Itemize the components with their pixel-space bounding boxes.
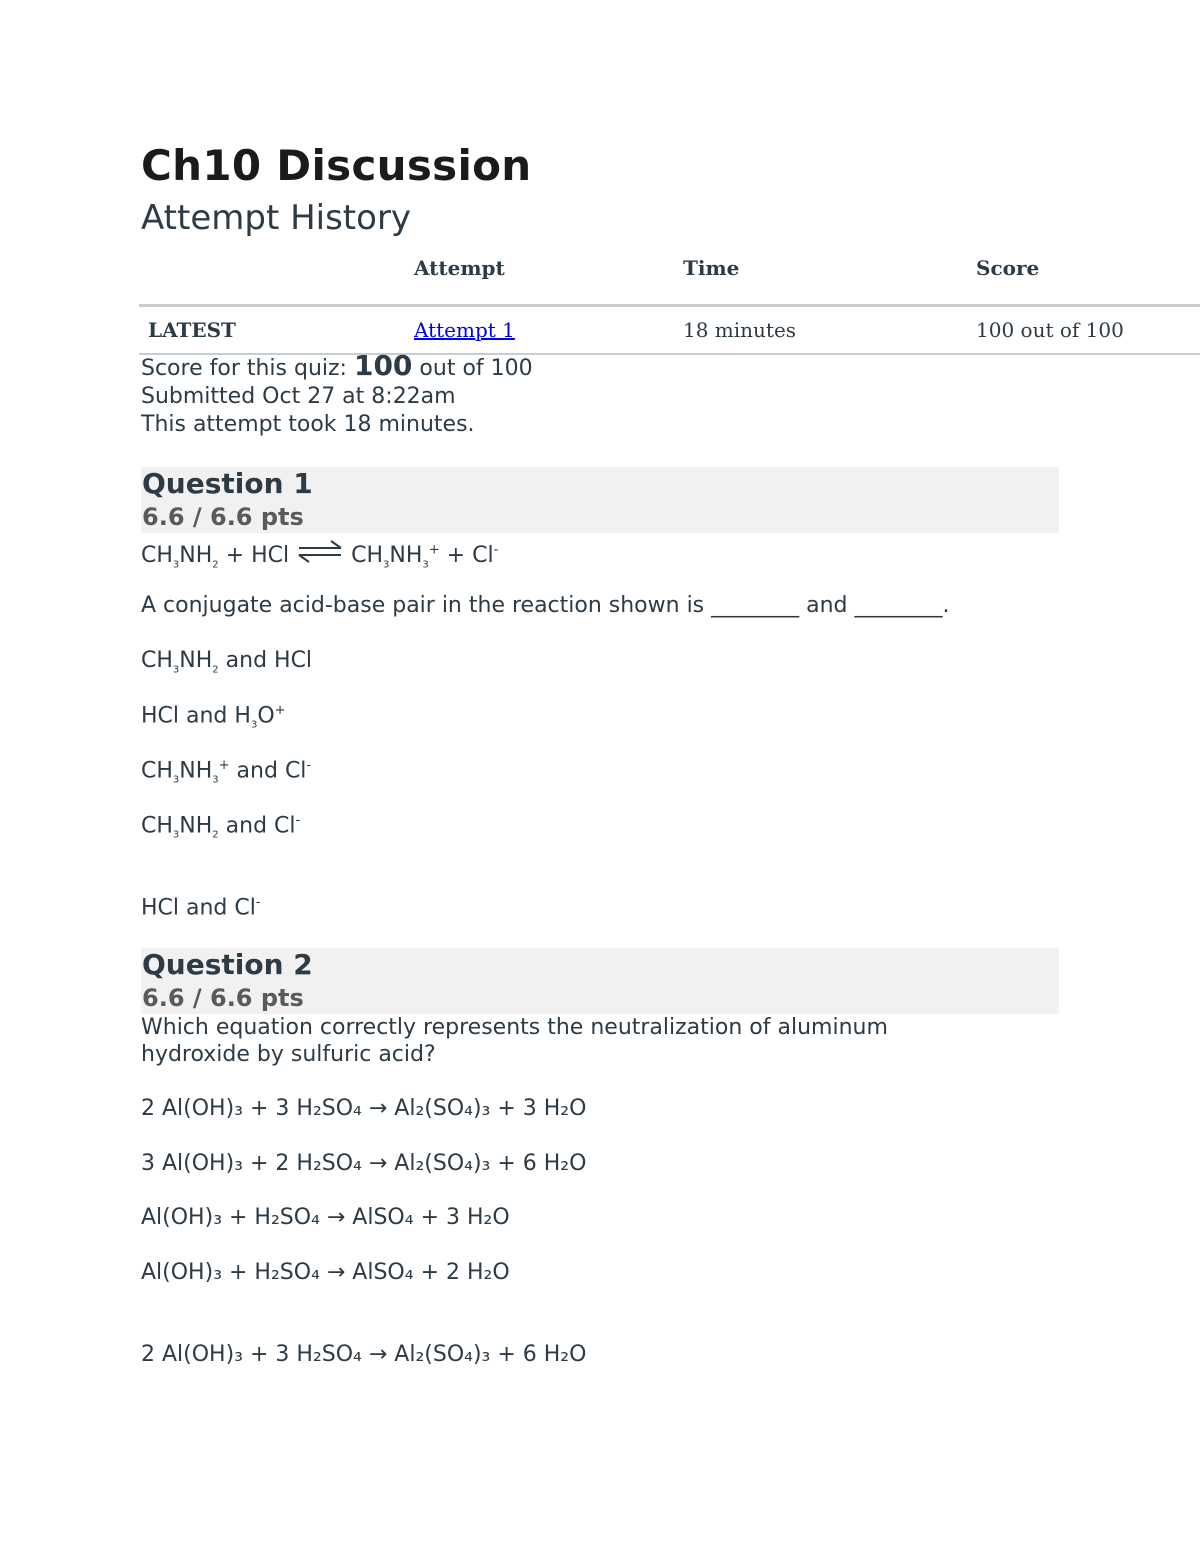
superscript: + bbox=[274, 703, 286, 718]
reaction-text: NH bbox=[179, 543, 213, 568]
subscript: 3 bbox=[172, 829, 180, 841]
superscript: + bbox=[218, 758, 230, 773]
question-1-points: 6.6 / 6.6 pts bbox=[142, 503, 304, 531]
reaction-text: CH bbox=[141, 543, 173, 568]
option-text: CH bbox=[141, 758, 173, 784]
reaction-text: NH bbox=[389, 543, 423, 568]
reaction-text: + Cl bbox=[439, 543, 494, 568]
quiz-score bbox=[141, 349, 533, 383]
score-prefix: Score for this quiz: bbox=[141, 356, 354, 381]
q2-option-2[interactable]: 3 Al(OH)₃ + 2 H₂SO₄ → Al₂(SO₄)₃ + 6 H₂O bbox=[141, 1151, 587, 1176]
subscript: 3 bbox=[250, 719, 258, 731]
attempt-history-table bbox=[139, 248, 1200, 355]
score-value: 100 bbox=[353, 349, 413, 382]
page-title: Ch10 Discussion bbox=[141, 141, 532, 190]
subscript: 3 bbox=[172, 774, 180, 786]
superscript: - bbox=[306, 758, 312, 773]
score-cell: 100 out of 100 bbox=[976, 306, 1200, 355]
question-1-prompt: A conjugate acid-base pair in the reaction shown is ________ and ________. bbox=[141, 593, 950, 618]
option-text: NH bbox=[179, 648, 213, 673]
table-row bbox=[139, 306, 1200, 355]
table-header-row bbox=[139, 248, 1200, 306]
question-2-points: 6.6 / 6.6 pts bbox=[142, 984, 304, 1012]
option-text: CH bbox=[141, 813, 173, 839]
option-text: O bbox=[257, 703, 275, 729]
equilibrium-arrow-icon bbox=[297, 538, 343, 564]
question-2-header bbox=[141, 948, 1059, 1014]
reaction-text: + HCl bbox=[218, 543, 290, 568]
q1-option-3[interactable] bbox=[141, 758, 311, 786]
subscript: 3 bbox=[383, 559, 390, 571]
subscript: 3 bbox=[422, 559, 429, 571]
option-text: HCl and H bbox=[141, 703, 251, 729]
header-score: Score bbox=[976, 248, 1200, 306]
attempt-cell bbox=[414, 306, 683, 355]
option-text: and HCl bbox=[218, 648, 313, 673]
superscript: + bbox=[428, 542, 440, 558]
attempt-1-link[interactable]: Attempt 1 bbox=[414, 318, 515, 342]
header-attempt: Attempt bbox=[414, 248, 683, 306]
subscript: 3 bbox=[172, 559, 180, 571]
attempt-duration: This attempt took 18 minutes. bbox=[141, 412, 475, 437]
attempt-history-heading: Attempt History bbox=[141, 198, 412, 238]
subscript: 3 bbox=[172, 664, 180, 676]
quiz-summary bbox=[141, 349, 533, 439]
subscript: 2 bbox=[212, 664, 219, 676]
q1-option-1[interactable] bbox=[141, 648, 312, 675]
option-text: and Cl bbox=[229, 758, 307, 784]
q1-option-2[interactable] bbox=[141, 703, 286, 731]
option-text: and Cl bbox=[218, 813, 296, 839]
reaction-text: CH bbox=[351, 543, 383, 568]
submitted-time: Submitted Oct 27 at 8:22am bbox=[141, 384, 456, 409]
superscript: - bbox=[255, 895, 261, 910]
superscript: - bbox=[493, 542, 499, 558]
q2-option-5[interactable]: 2 Al(OH)₃ + 3 H₂SO₄ → Al₂(SO₄)₃ + 6 H₂O bbox=[141, 1342, 587, 1367]
subscript: 2 bbox=[212, 559, 219, 571]
option-text: NH bbox=[179, 813, 213, 839]
header-time: Time bbox=[683, 248, 976, 306]
score-suffix: out of 100 bbox=[412, 356, 533, 381]
subscript: 3 bbox=[212, 774, 219, 786]
header-blank bbox=[139, 248, 414, 306]
subscript: 2 bbox=[212, 829, 219, 841]
question-1-title: Question 1 bbox=[142, 467, 313, 500]
question-2-title: Question 2 bbox=[142, 948, 313, 981]
question-2-prompt: Which equation correctly represents the neutralization of aluminum hydroxide by sulfuric acid? bbox=[141, 1015, 888, 1067]
q1-option-4[interactable] bbox=[141, 813, 300, 841]
time-cell: 18 minutes bbox=[683, 306, 976, 355]
latest-label: LATEST bbox=[139, 306, 414, 355]
q1-option-5[interactable] bbox=[141, 895, 261, 920]
option-text: CH bbox=[141, 648, 173, 673]
option-text: NH bbox=[179, 758, 213, 784]
quiz-page bbox=[141, 140, 1200, 1367]
q2-option-4[interactable]: Al(OH)₃ + H₂SO₄ → AlSO₄ + 2 H₂O bbox=[141, 1260, 510, 1285]
q1-reaction bbox=[141, 538, 498, 570]
q2-option-3[interactable]: Al(OH)₃ + H₂SO₄ → AlSO₄ + 3 H₂O bbox=[141, 1205, 510, 1230]
option-text: HCl and Cl bbox=[141, 895, 256, 921]
superscript: - bbox=[295, 813, 301, 828]
question-1-header bbox=[141, 467, 1059, 533]
q2-option-1[interactable]: 2 Al(OH)₃ + 3 H₂SO₄ → Al₂(SO₄)₃ + 3 H₂O bbox=[141, 1096, 587, 1121]
